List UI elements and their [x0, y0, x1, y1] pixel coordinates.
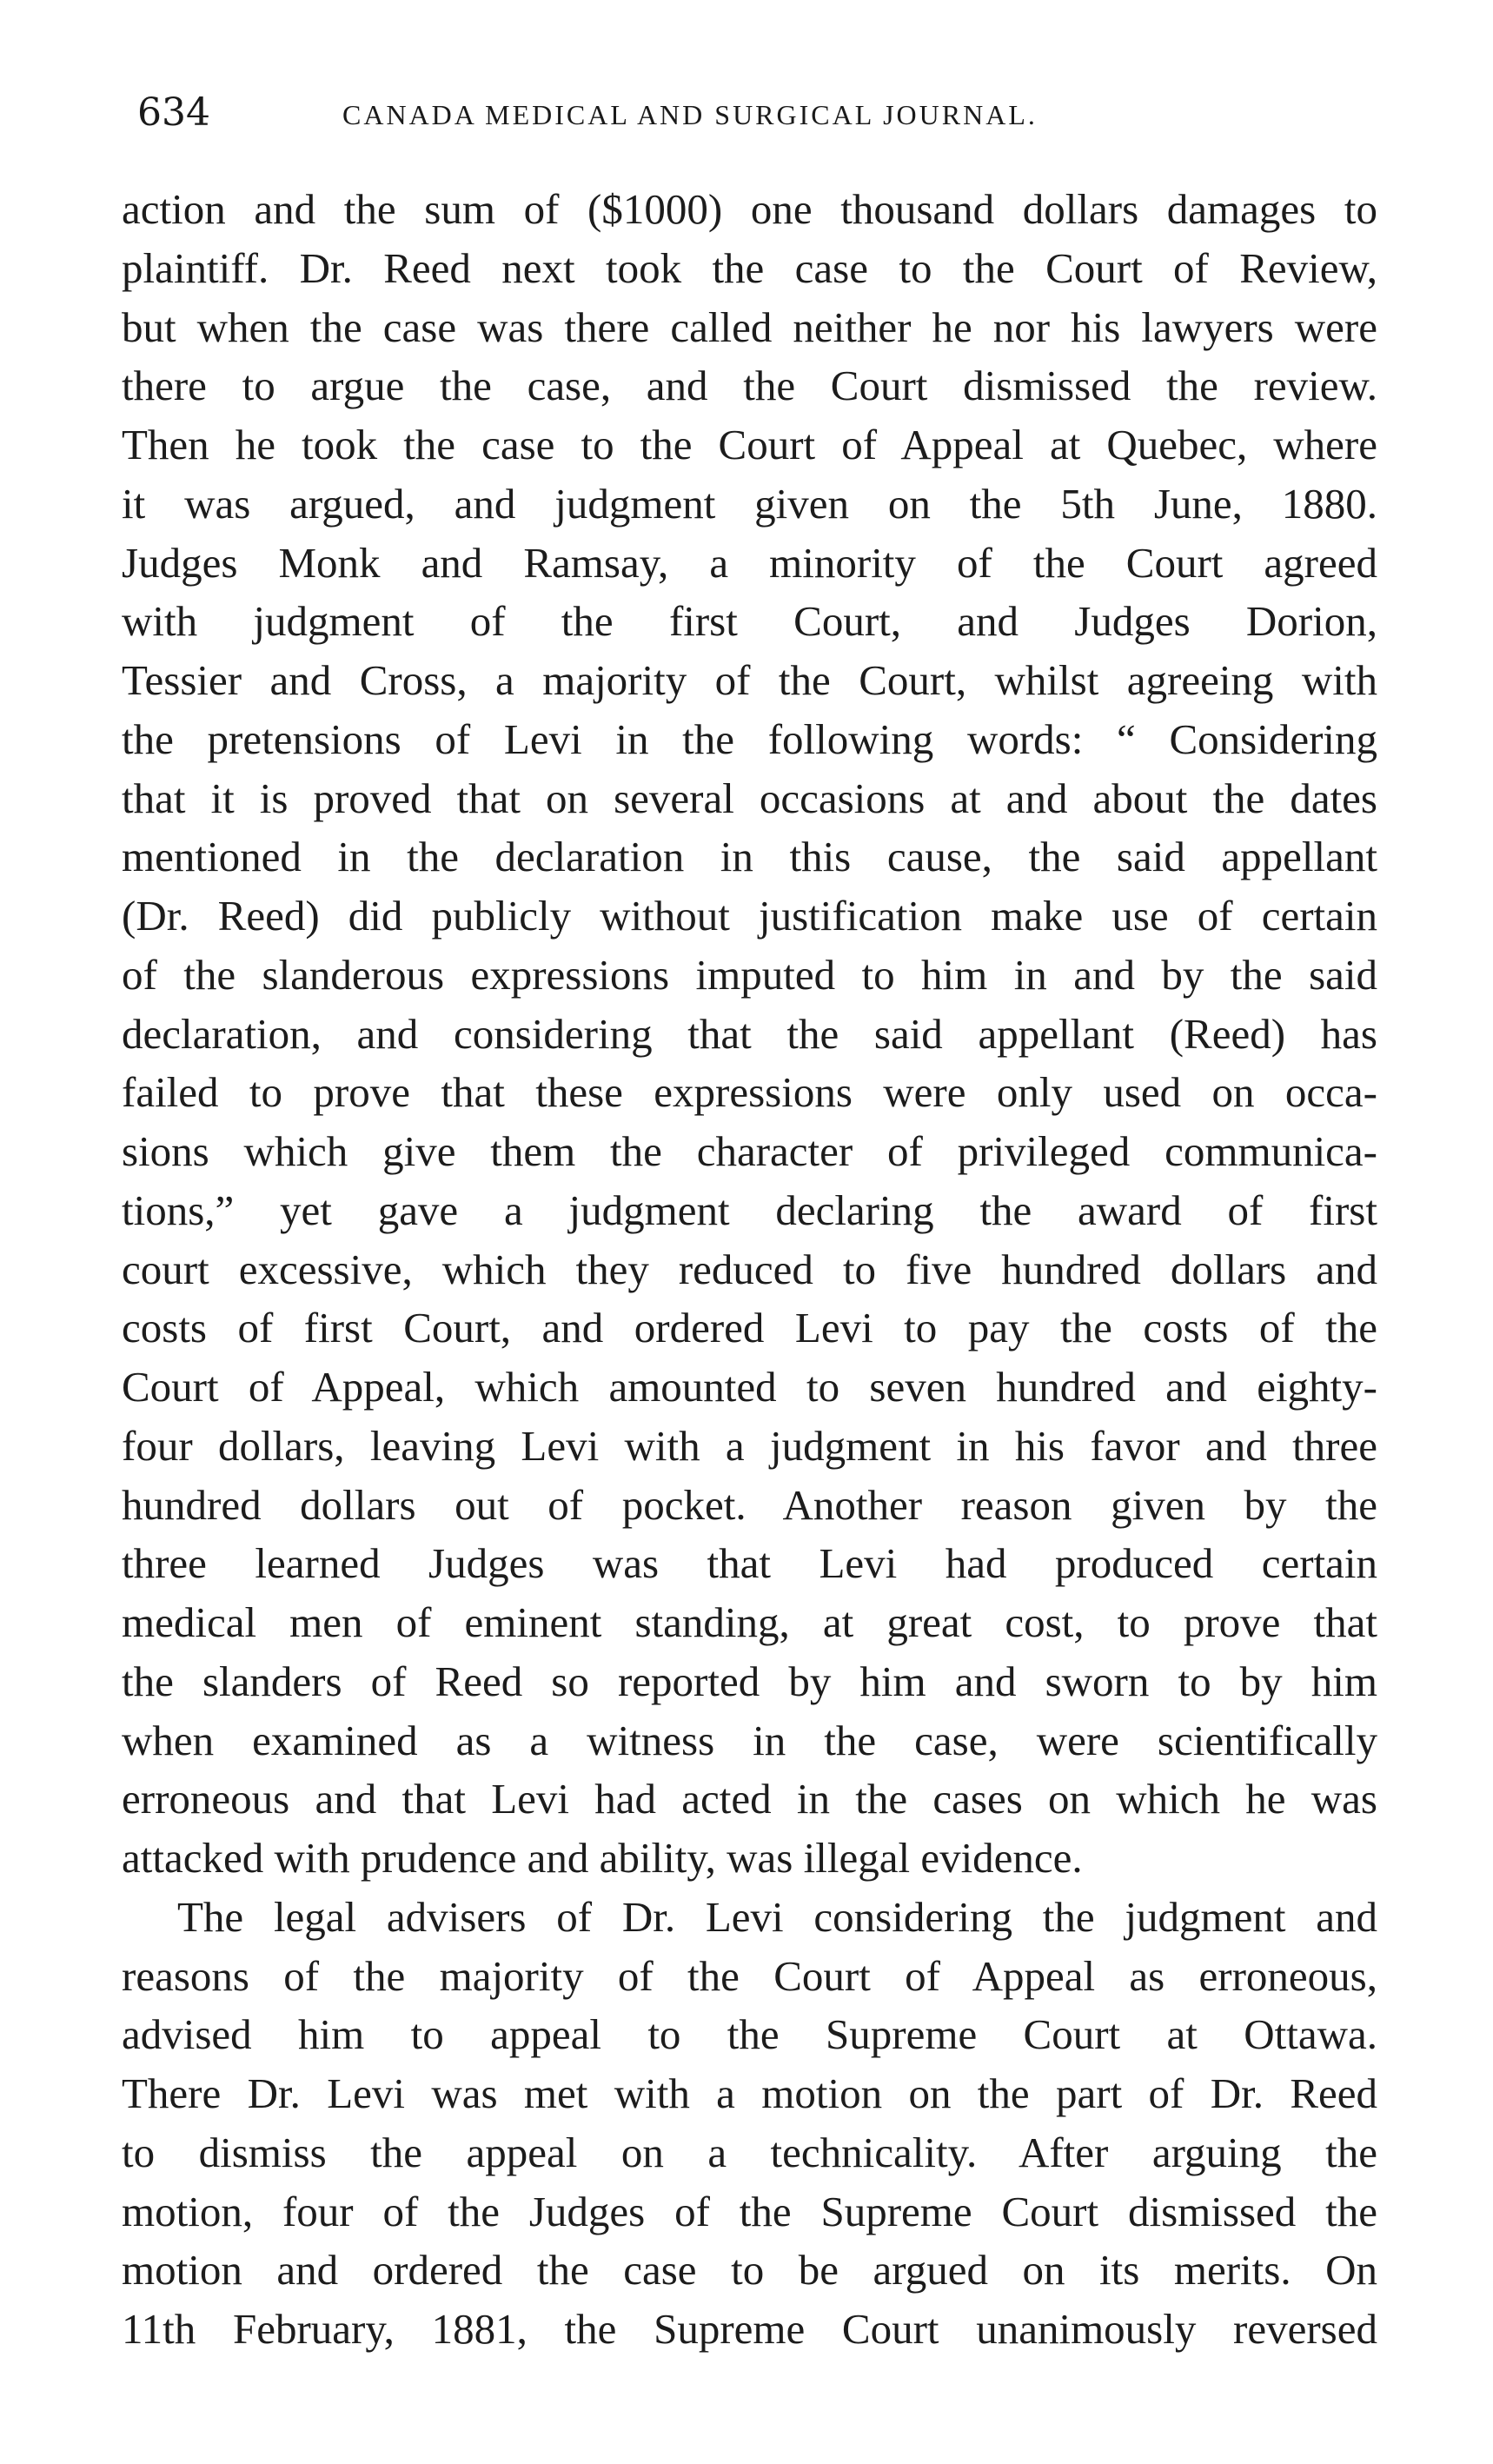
text-line: Judges Monk and Ramsay, a minority of the Court agreed	[122, 538, 1377, 587]
text-line: with judgment of the first Court, and Judges Dorion,	[122, 597, 1377, 646]
text-line: but when the case was there called neither he nor his lawyers were	[122, 302, 1377, 351]
text-line: Court of Appeal, which amounted to seven hundred and eighty-	[122, 1363, 1377, 1411]
text-line: three learned Judges was that Levi had produced certain	[122, 1539, 1377, 1588]
text-line: motion and ordered the case to be argued on its merits. On	[122, 2246, 1377, 2295]
paragraph-start-line: The legal advisers of Dr. Levi considering the judgment and	[177, 1892, 1377, 1941]
text-line: there to argue the case, and the Court dismissed the review.	[122, 362, 1377, 410]
text-line: sions which give them the character of privileged communica-	[122, 1127, 1377, 1175]
text-line: mentioned in the declaration in this cause, the said appellant	[122, 833, 1377, 881]
text-line: Tessier and Cross, a majority of the Court, whilst agreeing with	[122, 656, 1377, 704]
text-line: There Dr. Levi was met with a motion on the part of Dr. Reed	[122, 2069, 1377, 2117]
text-line: failed to prove that these expressions were only used on occa-	[122, 1068, 1377, 1117]
text-line: it was argued, and judgment given on the 5th June, 1880.	[122, 479, 1377, 528]
text-line: plaintiff. Dr. Reed next took the case to the Court of Review,	[122, 243, 1377, 292]
body-text	[122, 180, 1377, 2359]
text-line: hundred dollars out of pocket. Another reason given by the	[122, 1480, 1377, 1529]
text-line: when examined as a witness in the case, were scientifically	[122, 1716, 1377, 1764]
text-line: medical men of eminent standing, at great cost, to prove that	[122, 1598, 1377, 1646]
text-line: the slanders of Reed so reported by him and sworn to by him	[122, 1657, 1377, 1705]
page-number: 634	[137, 90, 210, 135]
text-line: Then he took the case to the Court of Appeal at Quebec, where	[122, 421, 1377, 468]
text-line: court excessive, which they reduced to five hundred dollars and	[122, 1245, 1377, 1293]
text-line: costs of first Court, and ordered Levi to pay the costs of the	[122, 1304, 1377, 1352]
text-line: that it is proved that on several occasions at and about the dates	[122, 774, 1377, 822]
text-line: advised him to appeal to the Supreme Court at Ottawa.	[122, 2010, 1377, 2059]
text-line: attacked with prudence and ability, was illegal evidence.	[122, 1834, 1083, 1882]
text-line: to dismiss the appeal on a technicality. After arguing the	[122, 2128, 1377, 2176]
text-line: (Dr. Reed) did publicly without justification make use of certain	[122, 892, 1377, 940]
text-line: erroneous and that Levi had acted in the cases on which he was	[122, 1775, 1377, 1823]
text-line: action and the sum of ($1000) one thousand dollars damages to	[122, 185, 1377, 233]
text-line: the pretensions of Levi in the following words: “ Considering	[122, 714, 1377, 763]
text-line: tions,” yet gave a judgment declaring the award of first	[122, 1186, 1377, 1234]
text-line: reasons of the majority of the Court of Appeal as erroneous,	[122, 1951, 1377, 2000]
page-header	[137, 87, 1380, 139]
text-line: of the slanderous expressions imputed to him in and by the said	[122, 950, 1377, 999]
text-line: motion, four of the Judges of the Supreme Court dismissed the	[122, 2187, 1377, 2235]
text-line: declaration, and considering that the said appellant (Reed) has	[122, 1009, 1377, 1058]
running-title: CANADA MEDICAL AND SURGICAL JOURNAL.	[342, 99, 1038, 130]
text-line: four dollars, leaving Levi with a judgment in his favor and three	[122, 1421, 1377, 1470]
text-line: 11th February, 1881, the Supreme Court unanimously reversed	[122, 2305, 1377, 2353]
